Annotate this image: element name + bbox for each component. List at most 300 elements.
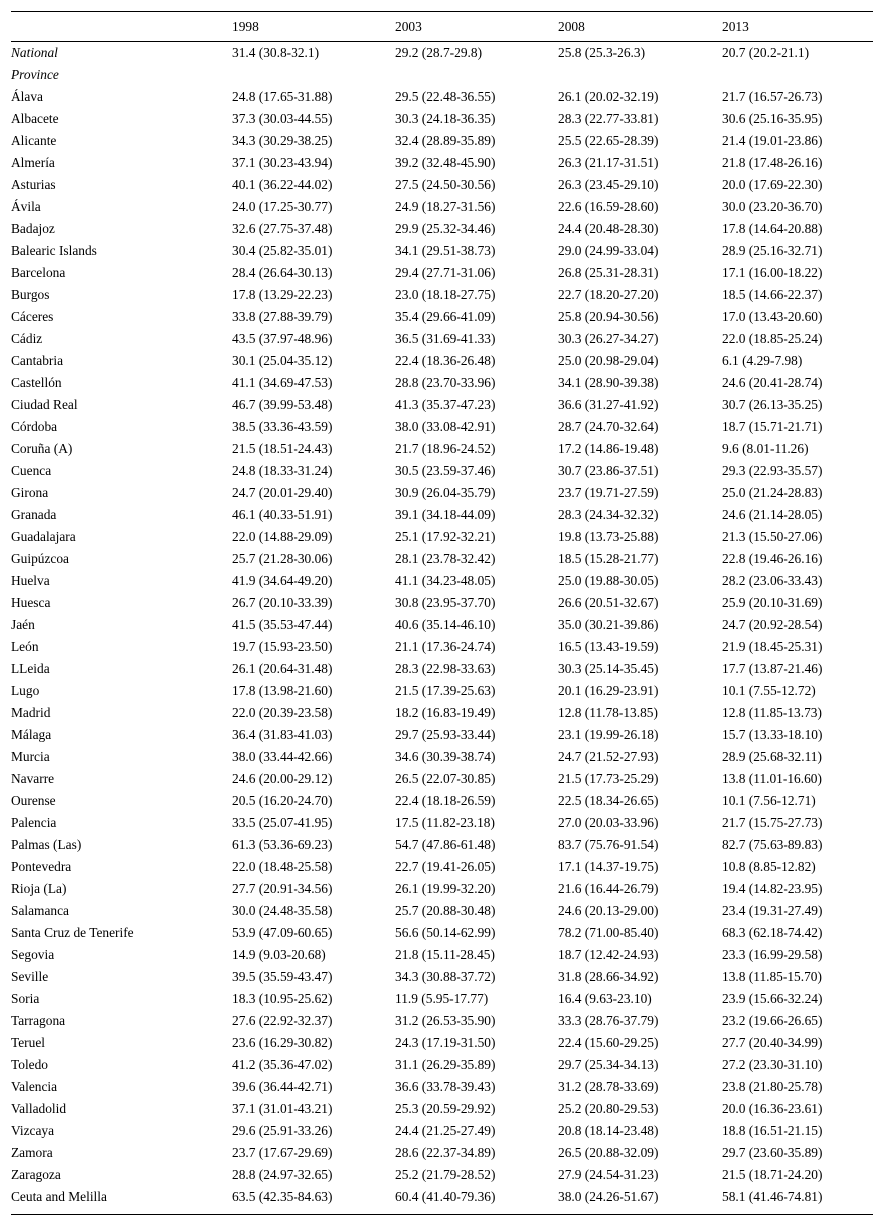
province-value: 40.1 (36.22-44.02) (232, 177, 333, 192)
province-row (11, 108, 873, 130)
province-value: 34.3 (30.88-37.72) (395, 969, 496, 984)
province-name: Barcelona (11, 265, 66, 280)
province-row (11, 900, 873, 922)
province-value: 22.4 (15.60-29.25) (558, 1035, 659, 1050)
province-value: 22.0 (18.85-25.24) (722, 331, 823, 346)
province-value: 31.2 (28.78-33.69) (558, 1079, 659, 1094)
province-row (11, 240, 873, 262)
province-name: Ciudad Real (11, 397, 78, 412)
province-value: 28.1 (23.78-32.42) (395, 551, 496, 566)
province-value: 36.6 (31.27-41.92) (558, 397, 659, 412)
national-value: 29.2 (28.7-29.8) (395, 45, 483, 60)
province-value: 27.0 (20.03-33.96) (558, 815, 659, 830)
province-name: Valencia (11, 1079, 58, 1094)
province-value: 21.7 (16.57-26.73) (722, 89, 823, 104)
province-value: 24.6 (20.41-28.74) (722, 375, 823, 390)
province-value: 20.8 (18.14-23.48) (558, 1123, 659, 1138)
province-name: Balearic Islands (11, 243, 97, 258)
province-value: 24.6 (20.00-29.12) (232, 771, 333, 786)
province-row (11, 636, 873, 658)
province-value: 26.5 (22.07-30.85) (395, 771, 496, 786)
province-value: 24.4 (20.48-28.30) (558, 221, 659, 236)
province-name: Santa Cruz de Tenerife (11, 925, 134, 940)
province-value: 31.1 (26.29-35.89) (395, 1057, 496, 1072)
province-value: 23.8 (21.80-25.78) (722, 1079, 823, 1094)
province-row (11, 790, 873, 812)
province-value: 23.1 (19.99-26.18) (558, 727, 659, 742)
province-value: 27.5 (24.50-30.56) (395, 177, 496, 192)
province-value: 30.4 (25.82-35.01) (232, 243, 333, 258)
province-name: Valladolid (11, 1101, 67, 1116)
province-value: 19.4 (14.82-23.95) (722, 881, 823, 896)
province-value: 24.6 (21.14-28.05) (722, 507, 823, 522)
province-value: 30.6 (25.16-35.95) (722, 111, 823, 126)
province-name: Palencia (11, 815, 57, 830)
province-value: 18.7 (12.42-24.93) (558, 947, 659, 962)
province-row (11, 812, 873, 834)
province-row (11, 262, 873, 284)
province-name: Cuenca (11, 463, 52, 478)
province-value: 27.9 (24.54-31.23) (558, 1167, 659, 1182)
province-value: 30.7 (26.13-35.25) (722, 397, 823, 412)
province-value: 32.6 (27.75-37.48) (232, 221, 333, 236)
province-name: Ávila (11, 199, 41, 214)
province-value: 27.6 (22.92-32.37) (232, 1013, 333, 1028)
province-value: 36.6 (33.78-39.43) (395, 1079, 496, 1094)
province-value: 41.2 (35.36-47.02) (232, 1057, 333, 1072)
province-value: 23.3 (16.99-29.58) (722, 947, 823, 962)
province-row (11, 350, 873, 372)
province-row (11, 856, 873, 878)
province-name: Albacete (11, 111, 59, 126)
province-value: 26.3 (21.17-31.51) (558, 155, 659, 170)
province-value: 37.1 (31.01-43.21) (232, 1101, 333, 1116)
province-value: 36.5 (31.69-41.33) (395, 331, 496, 346)
province-name: Salamanca (11, 903, 69, 918)
province-value: 53.9 (47.09-60.65) (232, 925, 333, 940)
province-row (11, 1010, 873, 1032)
province-value: 10.1 (7.56-12.71) (722, 793, 816, 808)
province-value: 25.1 (17.92-32.21) (395, 529, 496, 544)
province-value: 30.3 (24.18-36.35) (395, 111, 496, 126)
province-value: 26.1 (20.64-31.48) (232, 661, 333, 676)
province-name: Madrid (11, 705, 51, 720)
province-value: 31.8 (28.66-34.92) (558, 969, 659, 984)
province-value: 12.8 (11.78-13.85) (558, 705, 658, 720)
province-value: 24.8 (17.65-31.88) (232, 89, 333, 104)
province-value: 17.5 (11.82-23.18) (395, 815, 495, 830)
province-value: 24.8 (18.33-31.24) (232, 463, 333, 478)
province-value: 36.4 (31.83-41.03) (232, 727, 333, 742)
header-empty-cell (11, 12, 232, 42)
province-value: 20.0 (16.36-23.61) (722, 1101, 823, 1116)
province-name: Alicante (11, 133, 57, 148)
province-name: Tarragona (11, 1013, 66, 1028)
province-value: 25.0 (20.98-29.04) (558, 353, 659, 368)
province-value: 21.5 (17.73-25.29) (558, 771, 659, 786)
province-value: 6.1 (4.29-7.98) (722, 353, 803, 368)
data-table (11, 12, 873, 1208)
province-value: 26.3 (23.45-29.10) (558, 177, 659, 192)
province-value: 23.6 (16.29-30.82) (232, 1035, 333, 1050)
province-value: 38.0 (33.44-42.66) (232, 749, 333, 764)
province-value: 38.0 (24.26-51.67) (558, 1189, 659, 1204)
province-name: Zamora (11, 1145, 53, 1160)
province-value: 25.5 (22.65-28.39) (558, 133, 659, 148)
province-value: 33.3 (28.76-37.79) (558, 1013, 659, 1028)
province-value: 39.2 (32.48-45.90) (395, 155, 496, 170)
national-value: 20.7 (20.2-21.1) (722, 45, 810, 60)
province-name: Badajoz (11, 221, 55, 236)
province-value: 9.6 (8.01-11.26) (722, 441, 809, 456)
province-value: 26.7 (20.10-33.39) (232, 595, 333, 610)
year-header: 2008 (558, 12, 722, 42)
province-value: 22.6 (16.59-28.60) (558, 199, 659, 214)
province-row (11, 878, 873, 900)
province-value: 63.5 (42.35-84.63) (232, 1189, 333, 1204)
province-row (11, 130, 873, 152)
province-value: 24.7 (20.92-28.54) (722, 617, 823, 632)
province-value: 21.6 (16.44-26.79) (558, 881, 659, 896)
province-value: 26.6 (20.51-32.67) (558, 595, 659, 610)
province-value: 17.8 (14.64-20.88) (722, 221, 823, 236)
province-value: 18.8 (16.51-21.15) (722, 1123, 823, 1138)
province-row (11, 1164, 873, 1186)
province-name: LLeida (11, 661, 50, 676)
province-name: Girona (11, 485, 49, 500)
province-row (11, 1098, 873, 1120)
province-row (11, 1054, 873, 1076)
province-value: 17.8 (13.29-22.23) (232, 287, 333, 302)
province-value: 37.1 (30.23-43.94) (232, 155, 333, 170)
province-value: 18.3 (10.95-25.62) (232, 991, 333, 1006)
province-value: 54.7 (47.86-61.48) (395, 837, 496, 852)
province-name: Navarre (11, 771, 55, 786)
province-name: Granada (11, 507, 57, 522)
table-header (11, 12, 873, 42)
province-value: 30.5 (23.59-37.46) (395, 463, 496, 478)
province-value: 20.5 (16.20-24.70) (232, 793, 333, 808)
province-value: 23.7 (17.67-29.69) (232, 1145, 333, 1160)
province-name: Ceuta and Melilla (11, 1189, 107, 1204)
province-name: León (11, 639, 39, 654)
province-value: 38.0 (33.08-42.91) (395, 419, 496, 434)
province-value: 21.9 (18.45-25.31) (722, 639, 823, 654)
province-value: 30.7 (23.86-37.51) (558, 463, 659, 478)
province-value: 30.3 (26.27-34.27) (558, 331, 659, 346)
province-value: 46.7 (39.99-53.48) (232, 397, 333, 412)
province-value: 68.3 (62.18-74.42) (722, 925, 823, 940)
year-header: 2013 (722, 12, 873, 42)
province-value: 24.7 (20.01-29.40) (232, 485, 333, 500)
province-name: Huelva (11, 573, 50, 588)
province-row (11, 1186, 873, 1208)
province-value: 22.0 (20.39-23.58) (232, 705, 333, 720)
province-value: 20.0 (17.69-22.30) (722, 177, 823, 192)
province-value: 78.2 (71.00-85.40) (558, 925, 659, 940)
province-value: 23.4 (19.31-27.49) (722, 903, 823, 918)
province-row (11, 570, 873, 592)
province-value: 13.8 (11.85-15.70) (722, 969, 822, 984)
province-value: 34.3 (30.29-38.25) (232, 133, 333, 148)
province-value: 24.0 (17.25-30.77) (232, 199, 333, 214)
year-header: 1998 (232, 12, 395, 42)
province-value: 18.7 (15.71-21.71) (722, 419, 823, 434)
province-value: 28.9 (25.16-32.71) (722, 243, 823, 258)
province-value: 82.7 (75.63-89.83) (722, 837, 823, 852)
province-value: 25.0 (21.24-28.83) (722, 485, 823, 500)
table-body (11, 42, 873, 1209)
province-value: 25.3 (20.59-29.92) (395, 1101, 496, 1116)
province-value: 22.4 (18.36-26.48) (395, 353, 496, 368)
province-value: 24.7 (21.52-27.93) (558, 749, 659, 764)
province-value: 33.5 (25.07-41.95) (232, 815, 333, 830)
province-name: Asturias (11, 177, 56, 192)
province-value: 16.5 (13.43-19.59) (558, 639, 659, 654)
province-value: 29.4 (27.71-31.06) (395, 265, 496, 280)
province-value: 29.7 (25.93-33.44) (395, 727, 496, 742)
province-value: 24.3 (17.19-31.50) (395, 1035, 496, 1050)
province-name: Guadalajara (11, 529, 76, 544)
province-name: Córdoba (11, 419, 58, 434)
province-name: Ourense (11, 793, 56, 808)
province-value: 10.1 (7.55-12.72) (722, 683, 816, 698)
province-value: 28.3 (24.34-32.32) (558, 507, 659, 522)
province-name: Almería (11, 155, 55, 170)
province-section-row (11, 64, 873, 86)
province-row (11, 1032, 873, 1054)
province-value: 56.6 (50.14-62.99) (395, 925, 496, 940)
province-value: 43.5 (37.97-48.96) (232, 331, 333, 346)
province-row (11, 592, 873, 614)
province-name: Jaén (11, 617, 35, 632)
province-value: 28.4 (26.64-30.13) (232, 265, 333, 280)
province-row (11, 944, 873, 966)
province-value: 30.1 (25.04-35.12) (232, 353, 333, 368)
province-row (11, 328, 873, 350)
national-label: National (11, 45, 58, 60)
province-row (11, 680, 873, 702)
data-table-frame (11, 11, 873, 1215)
province-value: 28.8 (24.97-32.65) (232, 1167, 333, 1182)
province-value: 17.8 (13.98-21.60) (232, 683, 333, 698)
province-row (11, 966, 873, 988)
province-value: 41.1 (34.23-48.05) (395, 573, 496, 588)
province-name: Zaragoza (11, 1167, 61, 1182)
province-value: 28.3 (22.98-33.63) (395, 661, 496, 676)
province-value: 18.5 (14.66-22.37) (722, 287, 823, 302)
province-value: 28.3 (22.77-33.81) (558, 111, 659, 126)
province-name: Guipúzcoa (11, 551, 70, 566)
year-header: 2003 (395, 12, 558, 42)
province-value: 17.7 (13.87-21.46) (722, 661, 823, 676)
province-value: 21.1 (17.36-24.74) (395, 639, 496, 654)
province-value: 27.7 (20.40-34.99) (722, 1035, 823, 1050)
province-row (11, 372, 873, 394)
province-value: 37.3 (30.03-44.55) (232, 111, 333, 126)
province-value: 15.7 (13.33-18.10) (722, 727, 823, 742)
province-value: 22.8 (19.46-26.16) (722, 551, 823, 566)
province-value: 29.3 (22.93-35.57) (722, 463, 823, 478)
province-value: 25.2 (21.79-28.52) (395, 1167, 496, 1182)
province-value: 30.3 (25.14-35.45) (558, 661, 659, 676)
province-name: Soria (11, 991, 40, 1006)
province-row (11, 1076, 873, 1098)
province-value: 24.9 (18.27-31.56) (395, 199, 496, 214)
province-name: Vizcaya (11, 1123, 55, 1138)
province-value: 22.7 (19.41-26.05) (395, 859, 496, 874)
province-value: 17.0 (13.43-20.60) (722, 309, 823, 324)
province-name: Álava (11, 89, 43, 104)
province-value: 25.7 (21.28-30.06) (232, 551, 333, 566)
province-row (11, 988, 873, 1010)
province-value: 41.3 (35.37-47.23) (395, 397, 496, 412)
province-row (11, 174, 873, 196)
province-row (11, 218, 873, 240)
province-value: 29.6 (25.91-33.26) (232, 1123, 333, 1138)
province-value: 14.9 (9.03-20.68) (232, 947, 326, 962)
province-value: 30.0 (24.48-35.58) (232, 903, 333, 918)
province-value: 24.4 (21.25-27.49) (395, 1123, 496, 1138)
province-name: Murcia (11, 749, 50, 764)
province-value: 25.9 (20.10-31.69) (722, 595, 823, 610)
province-value: 25.7 (20.88-30.48) (395, 903, 496, 918)
province-row (11, 86, 873, 108)
province-value: 26.5 (20.88-32.09) (558, 1145, 659, 1160)
province-value: 28.6 (22.37-34.89) (395, 1145, 496, 1160)
province-value: 31.2 (26.53-35.90) (395, 1013, 496, 1028)
province-name: Castellón (11, 375, 62, 390)
province-value: 23.0 (18.18-27.75) (395, 287, 496, 302)
province-value: 35.4 (29.66-41.09) (395, 309, 496, 324)
province-value: 21.5 (17.39-25.63) (395, 683, 496, 698)
province-value: 18.2 (16.83-19.49) (395, 705, 496, 720)
province-value: 27.7 (20.91-34.56) (232, 881, 333, 896)
province-value: 13.8 (11.01-16.60) (722, 771, 822, 786)
province-value: 40.6 (35.14-46.10) (395, 617, 496, 632)
province-row (11, 504, 873, 526)
province-value: 12.8 (11.85-13.73) (722, 705, 822, 720)
province-value: 26.8 (25.31-28.31) (558, 265, 659, 280)
province-value: 41.5 (35.53-47.44) (232, 617, 333, 632)
province-value: 41.1 (34.69-47.53) (232, 375, 333, 390)
province-value: 28.8 (23.70-33.96) (395, 375, 496, 390)
province-value: 21.7 (18.96-24.52) (395, 441, 496, 456)
province-value: 46.1 (40.33-51.91) (232, 507, 333, 522)
province-name: Teruel (11, 1035, 46, 1050)
province-name: Cáceres (11, 309, 54, 324)
province-value: 28.7 (24.70-32.64) (558, 419, 659, 434)
province-value: 22.5 (18.34-26.65) (558, 793, 659, 808)
header-row (11, 12, 873, 42)
province-value: 23.9 (15.66-32.24) (722, 991, 823, 1006)
province-row (11, 482, 873, 504)
province-row (11, 922, 873, 944)
province-section-label: Province (11, 67, 59, 82)
province-value: 29.9 (25.32-34.46) (395, 221, 496, 236)
province-row (11, 746, 873, 768)
province-name: Coruña (A) (11, 441, 73, 456)
province-value: 29.7 (25.34-34.13) (558, 1057, 659, 1072)
national-value: 25.8 (25.3-26.3) (558, 45, 646, 60)
province-value: 28.2 (23.06-33.43) (722, 573, 823, 588)
province-value: 30.8 (23.95-37.70) (395, 595, 496, 610)
province-name: Rioja (La) (11, 881, 67, 896)
province-row (11, 394, 873, 416)
province-name: Seville (11, 969, 49, 984)
province-value: 38.5 (33.36-43.59) (232, 419, 333, 434)
national-value: 31.4 (30.8-32.1) (232, 45, 320, 60)
province-value: 17.1 (16.00-18.22) (722, 265, 823, 280)
province-value: 22.0 (14.88-29.09) (232, 529, 333, 544)
province-name: Burgos (11, 287, 50, 302)
province-row (11, 1120, 873, 1142)
province-value: 39.5 (35.59-43.47) (232, 969, 333, 984)
province-value: 30.9 (26.04-35.79) (395, 485, 496, 500)
province-value: 23.2 (19.66-26.65) (722, 1013, 823, 1028)
province-value: 18.5 (15.28-21.77) (558, 551, 659, 566)
province-value: 26.1 (19.99-32.20) (395, 881, 496, 896)
province-row (11, 152, 873, 174)
province-name: Palmas (Las) (11, 837, 82, 852)
province-value: 28.9 (25.68-32.11) (722, 749, 822, 764)
province-name: Lugo (11, 683, 40, 698)
province-value: 17.2 (14.86-19.48) (558, 441, 659, 456)
province-name: Málaga (11, 727, 52, 742)
province-row (11, 768, 873, 790)
national-row (11, 42, 873, 65)
province-row (11, 658, 873, 680)
province-value: 22.4 (18.18-26.59) (395, 793, 496, 808)
province-row (11, 548, 873, 570)
province-name: Huesca (11, 595, 51, 610)
province-value: 25.8 (20.94-30.56) (558, 309, 659, 324)
province-row (11, 834, 873, 856)
province-row (11, 526, 873, 548)
province-value: 29.5 (22.48-36.55) (395, 89, 496, 104)
province-row (11, 1142, 873, 1164)
province-value: 34.1 (29.51-38.73) (395, 243, 496, 258)
province-value: 16.4 (9.63-23.10) (558, 991, 652, 1006)
province-value: 11.9 (5.95-17.77) (395, 991, 489, 1006)
province-value: 22.7 (18.20-27.20) (558, 287, 659, 302)
province-value: 29.7 (23.60-35.89) (722, 1145, 823, 1160)
province-value: 21.8 (15.11-28.45) (395, 947, 495, 962)
province-value: 21.5 (18.51-24.43) (232, 441, 333, 456)
province-name: Cádiz (11, 331, 43, 346)
province-value: 21.5 (18.71-24.20) (722, 1167, 823, 1182)
province-value: 34.6 (30.39-38.74) (395, 749, 496, 764)
province-row (11, 724, 873, 746)
province-row (11, 702, 873, 724)
province-value: 17.1 (14.37-19.75) (558, 859, 659, 874)
province-row (11, 306, 873, 328)
province-value: 27.2 (23.30-31.10) (722, 1057, 823, 1072)
province-value: 21.3 (15.50-27.06) (722, 529, 823, 544)
province-value: 30.0 (23.20-36.70) (722, 199, 823, 214)
province-value: 21.8 (17.48-26.16) (722, 155, 823, 170)
province-value: 39.1 (34.18-44.09) (395, 507, 496, 522)
province-value: 19.7 (15.93-23.50) (232, 639, 333, 654)
province-row (11, 614, 873, 636)
province-row (11, 438, 873, 460)
province-value: 58.1 (41.46-74.81) (722, 1189, 823, 1204)
province-value: 24.6 (20.13-29.00) (558, 903, 659, 918)
province-row (11, 416, 873, 438)
province-value: 25.0 (19.88-30.05) (558, 573, 659, 588)
province-value: 23.7 (19.71-27.59) (558, 485, 659, 500)
province-value: 25.2 (20.80-29.53) (558, 1101, 659, 1116)
